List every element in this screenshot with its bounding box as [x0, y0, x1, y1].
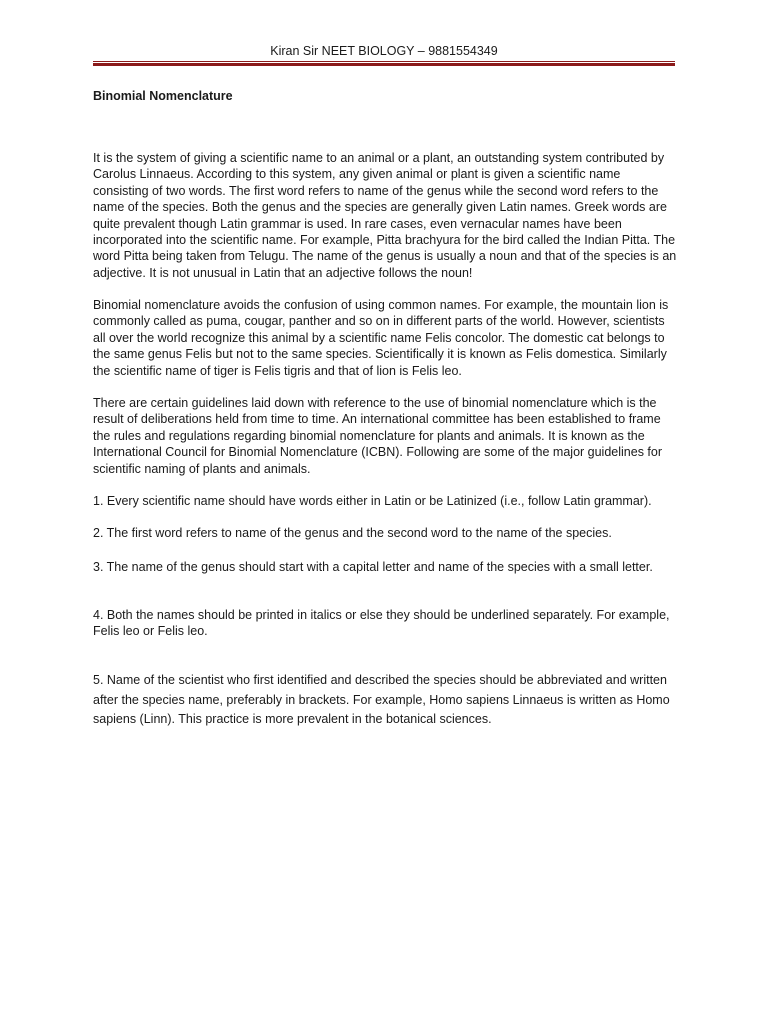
guideline-item: 2. The first word refers to name of the genus and the second word to the name of the species.	[93, 526, 612, 540]
document-title: Binomial Nomenclature	[93, 89, 233, 103]
guideline-item: 1. Every scientific name should have words either in Latin or be Latinized (i.e., follow Latin grammar).	[93, 494, 652, 508]
guideline-item: 4. Both the names should be printed in italics or else they should be underlined separately. For example, Felis leo or Felis leo.	[93, 608, 670, 639]
guideline-item: 3. The name of the genus should start with a capital letter and name of the species with a small letter.	[93, 560, 653, 574]
page-header: Kiran Sir NEET BIOLOGY – 9881554349	[270, 44, 498, 58]
paragraph: Binomial nomenclature avoids the confusion of using common names. For example, the mountain lion is commonly called as puma, cougar, panther and so on in different parts of the world. However, scientists all over the world recognize this animal by a scientific name Felis concolor. The domestic cat belongs to the same genus Felis but not to the same species. Scientifically it is known as Felis domestica. Similarly the scientific name of tiger is Felis tigris and that of lion is Felis leo.	[93, 298, 669, 378]
guideline-item: 5. Name of the scientist who first identified and described the species should be abbreviated and written after the species name, preferably in brackets. For example, Homo sapiens Linnaeus is written as Homo sapiens (Linn). This practice is more prevalent in the botanical sciences.	[93, 673, 670, 726]
paragraph: There are certain guidelines laid down with reference to the use of binomial nomenclature which is the result of deliberations held from time to time. An international committee has been established to frame the rules and regulations regarding binomial nomenclature for plants and animals. It is known as the International Council for Binomial Nomenclature (ICBN). Following are some of the major guidelines for scientific naming of plants and animals.	[93, 396, 663, 476]
paragraph: It is the system of giving a scientific name to an animal or a plant, an outstanding system contributed by Carolus Linnaeus. According to this system, any given animal or plant is given a scientific name consisting of two words. The first word refers to name of the genus while the second word refers to the name of the species. Both the genus and the species are generally given Latin names. Greek words are quite prevalent though Latin grammar is used. In rare cases, even vernacular names have been incorporated into the scientific name. For example, Pitta brachyura for the bird called the Indian Pitta. The word Pitta being taken from Telugu. The name of the genus is usually a noun and that of the species is an adjective. It is not unusual in Latin that an adjective follows the noun!	[93, 151, 677, 280]
header-rule-thin	[93, 61, 675, 62]
header-rule-thick	[93, 63, 675, 66]
